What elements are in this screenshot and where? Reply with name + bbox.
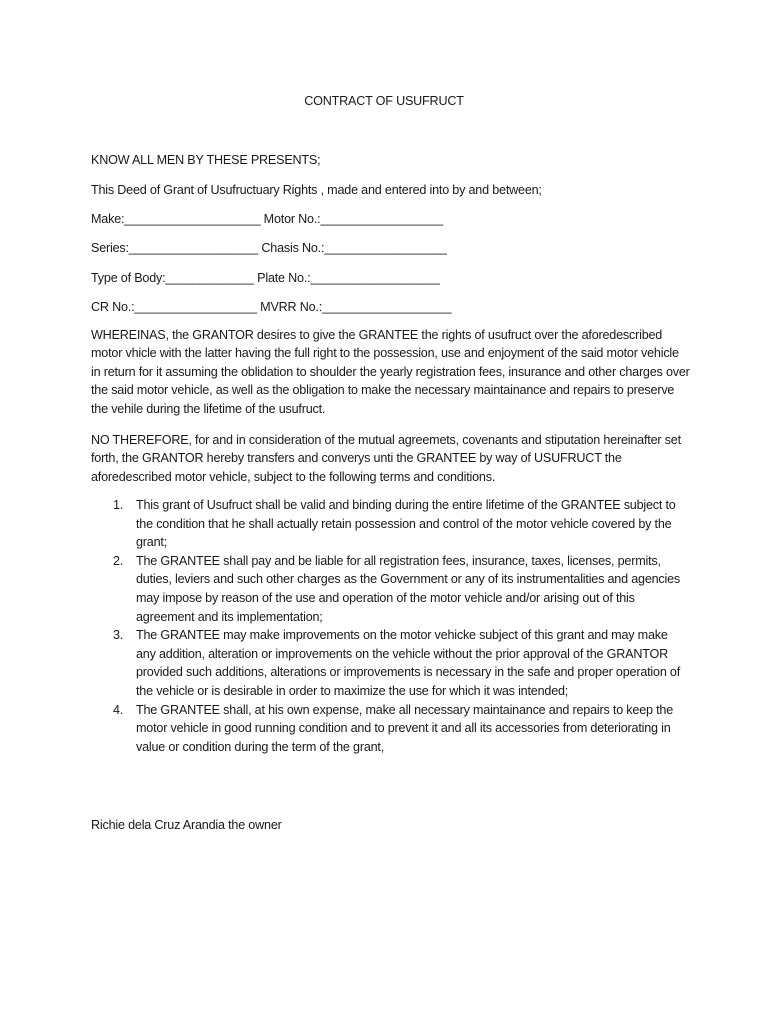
terms-list xyxy=(91,496,691,756)
field-body-plate: Type of Body:_____________ Plate No.:___________________ xyxy=(91,271,440,285)
term-text: The GRANTEE shall pay and be liable for all registration fees, insurance, taxes, licenses, permits, duties, leviers and such other charges as the Government or any of its instrumentalities and agencies may impose by reason of the use and operation of the motor vehicle and/or arising out of this agreement and its implementation; xyxy=(136,553,681,624)
term-number: 1. xyxy=(113,498,124,512)
therefore-paragraph: NO THEREFORE, for and in consideration of the mutual agreemets, covenants and stiputation hereinafter set forth, the GRANTOR hereby transfers and converys unti the GRANTEE by way of USUFRUCT the aforedescribed motor vehicle, subject to the following terms and conditions. xyxy=(91,433,681,484)
term-text: The GRANTEE shall, at his own expense, make all necessary maintainance and repairs to keep the motor vehicle in good running condition and to prevent it and all its accessories from deteriorating in value or condition during the term of the grant, xyxy=(136,702,674,754)
term-item xyxy=(91,626,691,700)
term-item xyxy=(91,496,691,552)
term-number: 2. xyxy=(113,553,124,568)
field-cr-mvrr: CR No.:__________________ MVRR No.:___________________ xyxy=(91,300,452,314)
signature-line: Richie dela Cruz Arandia the owner xyxy=(91,818,282,832)
term-text: This grant of Usufruct shall be valid and binding during the entire lifetime of the GRANTEE subject to the condition that he shall actually retain possession and control of the motor vehicle covered by the grant; xyxy=(136,498,676,550)
term-number: 3. xyxy=(113,628,124,643)
preamble: KNOW ALL MEN BY THESE PRESENTS; xyxy=(91,153,321,167)
whereas-paragraph: WHEREINAS, the GRANTOR desires to give the GRANTEE the rights of usufruct over the aforedescribed motor vhicle with the latter having the full right to the possession, use and enjoyment of the said motor vehicle in return for it assuming the oblidation to shoulder the yearly registration fees, insurance and other charges over the said motor vehicle, as well as the obligation to make the necessary maintainance and repairs to preserve the vehile during the lifetime of the usufruct. xyxy=(91,328,690,416)
term-item xyxy=(91,552,691,626)
field-make-motor: Make:____________________ Motor No.:__________________ xyxy=(91,212,443,226)
field-series-chasis: Series:___________________ Chasis No.:__________________ xyxy=(91,241,447,255)
deed-line: This Deed of Grant of Usufructuary Rights , made and entered into by and between; xyxy=(91,183,542,197)
term-number: 4. xyxy=(113,702,124,717)
document-title: CONTRACT OF USUFRUCT xyxy=(304,94,464,108)
term-item xyxy=(91,701,691,757)
term-text: The GRANTEE may make improvements on the motor vehicke subject of this grant and may make any addition, alteration or improvements on the vehicle without the prior approval of the GRANTOR provided such additions, alterations or improvements is necessary in the safe and proper operation of the vehicle or is desirable in order to maximize the use for which it was intended; xyxy=(136,628,681,698)
